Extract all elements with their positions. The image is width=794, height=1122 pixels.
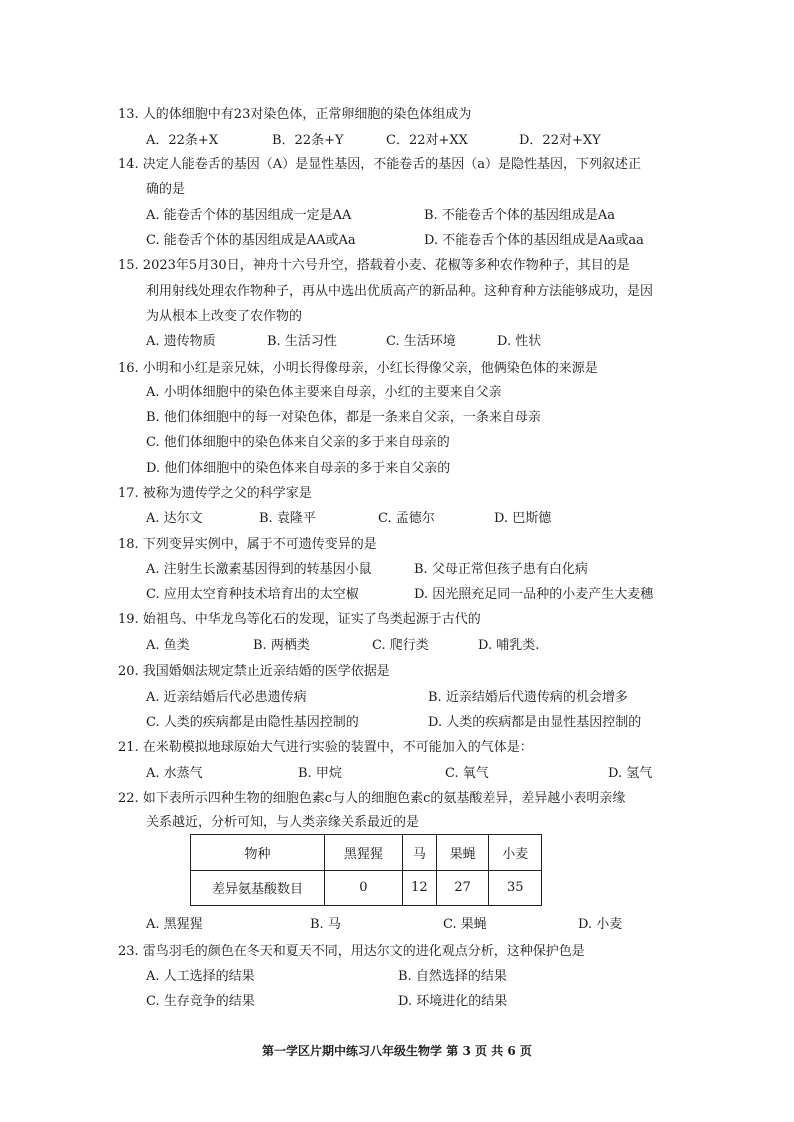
table-cell: 马 [402,835,436,871]
q17-option-a: A. 达尔文 [146,511,203,526]
q20-option-a: A. 近亲结婚后代必患遗传病 [146,690,307,705]
q16-option-c: C. 他们体细胞中的染色体来自父亲的多于来自母亲的 [146,435,450,450]
table-cell: 35 [489,870,542,906]
table-cell: 物种 [191,835,325,871]
q19-option-d: D. 哺乳类. [478,638,540,653]
q20-option-d: D. 人类的疾病都是由显性基因控制的 [428,715,642,730]
question-16-stem: 16. 小明和小红是亲兄妹，小明长得像母亲，小红长得像父亲，他俩染色体的来源是 [118,361,598,376]
q21-option-b: B. 甲烷 [298,766,342,781]
q16-option-b: B. 他们体细胞中的每一对染色体，都是一条来自父亲，一条来自母亲 [146,410,541,425]
q15-option-b: B. 生活习性 [267,334,337,349]
q22-option-b: B. 马 [310,917,341,932]
q14-option-b: B. 不能卷舌个体的基因组成是Aa [424,208,615,223]
question-15-stem-cont1: 利用射线处理农作物种子，再从中选出优质高产的新品种。这种育种方法能够成功，是因 [146,284,654,299]
q19-option-a: A. 鱼类 [146,638,190,653]
question-14-stem: 14. 决定人能卷舌的基因（A）是显性基因，不能卷舌的基因（a）是隐性基因，下列叙述正 [118,157,641,172]
q16-option-d: D. 他们体细胞中的染色体来自母亲的多于来自父亲的 [146,461,451,476]
table-cell: 差异氨基酸数目 [191,870,325,906]
table-cell: 黑猩猩 [325,835,403,871]
footer-title: 第一学区片期中练习八年级生物学 [262,1044,443,1058]
table-cell: 12 [402,870,436,906]
footer-page-label: 第 [446,1044,459,1058]
q23-option-c: C. 生存竞争的结果 [146,994,255,1009]
question-20-stem: 20. 我国婚姻法规定禁止近亲结婚的医学依据是 [118,664,390,679]
q23-option-b: B. 自然选择的结果 [398,969,507,984]
question-15-stem: 15. 2023年5月30日，神舟十六号升空，搭载着小麦、花椒等多种农作物种子，其目的是 [118,258,630,273]
q17-option-d: D. 巴斯德 [494,511,552,526]
footer-page-number: 3 [462,1044,471,1058]
question-22-stem: 22. 如下表所示四种生物的细胞色素c与人的细胞色素c的氨基酸差异，差异越小表明亲缘 [118,791,626,806]
table-cell: 27 [436,870,489,906]
cytochrome-difference-table [190,834,542,906]
question-22-stem-cont: 关系越近，分析可知，与人类亲缘关系最近的是 [146,815,420,830]
q18-option-d: D. 因光照充足同一品种的小麦产生大麦穗 [414,587,654,602]
q16-option-a: A. 小明体细胞中的染色体主要来自母亲，小红的主要来自父亲 [146,385,502,400]
q17-option-c: C. 孟德尔 [378,511,435,526]
q13-option-b: B．22条+Y [272,133,344,148]
q20-option-b: B. 近亲结婚后代遗传病的机会增多 [428,690,628,705]
q13-option-c: C．22对+XX [386,133,468,148]
page-footer [0,1042,794,1059]
q15-option-a: A. 遗传物质 [146,334,216,349]
table-cell: 0 [325,870,403,906]
question-15-stem-cont2: 为从根本上改变了农作物的 [146,309,303,324]
question-19-stem: 19. 始祖鸟、中华龙鸟等化石的发现，证实了鸟类起源于古代的 [118,612,481,627]
q22-option-d: D. 小麦 [578,917,623,932]
q17-option-b: B. 袁隆平 [259,511,316,526]
footer-total-pages: 6 [507,1044,516,1058]
q20-option-c: C. 人类的疾病都是由隐性基因控制的 [146,715,359,730]
q18-option-c: C. 应用太空育种技术培育出的太空椒 [146,587,359,602]
q15-option-c: C. 生活环境 [386,334,456,349]
question-23-stem: 23. 雷鸟羽毛的颜色在冬天和夏天不同，用达尔文的进化观点分析，这种保护色是 [118,944,585,959]
question-14-stem-cont: 确的是 [146,182,186,197]
q15-option-d: D. 性状 [497,334,542,349]
q13-option-a: A．22条+X [146,133,219,148]
q18-option-a: A. 注射生长激素基因得到的转基因小鼠 [146,562,372,577]
question-18-stem: 18. 下列变异实例中，属于不可遗传变异的是 [118,537,377,552]
question-13-stem: 13. 人的体细胞中有23对染色体，正常卵细胞的染色体组成为 [118,107,472,122]
q23-option-d: D. 环境进化的结果 [398,994,508,1009]
table-cell: 小麦 [489,835,542,871]
q21-option-c: C. 氧气 [445,766,489,781]
footer-page-end: 页 [519,1044,532,1058]
footer-page-mid: 页 共 [475,1044,504,1058]
q14-option-d: D. 不能卷舌个体的基因组成是Aa或aa [424,233,644,248]
q14-option-a: A. 能卷舌个体的基因组成一定是AA [146,208,352,223]
q22-option-a: A. 黑猩猩 [146,917,203,932]
q19-option-c: C. 爬行类 [372,638,429,653]
q22-option-c: C. 果蝇 [443,917,487,932]
q18-option-b: B. 父母正常但孩子患有白化病 [414,562,588,577]
q21-option-d: D. 氢气 [608,766,653,781]
question-21-stem: 21. 在米勒模拟地球原始大气进行实验的装置中，不可能加入的气体是： [118,740,533,755]
table-cell: 果蝇 [436,835,489,871]
q19-option-b: B. 两栖类 [253,638,310,653]
table-row [191,835,542,871]
question-17-stem: 17. 被称为遗传学之父的科学家是 [118,486,312,501]
q23-option-a: A. 人工选择的结果 [146,969,255,984]
q21-option-a: A. 水蒸气 [146,766,203,781]
q14-option-c: C. 能卷舌个体的基因组成是AA或Aa [146,233,356,248]
q13-option-d: D．22对+XY [519,133,601,148]
table-row [191,870,542,906]
